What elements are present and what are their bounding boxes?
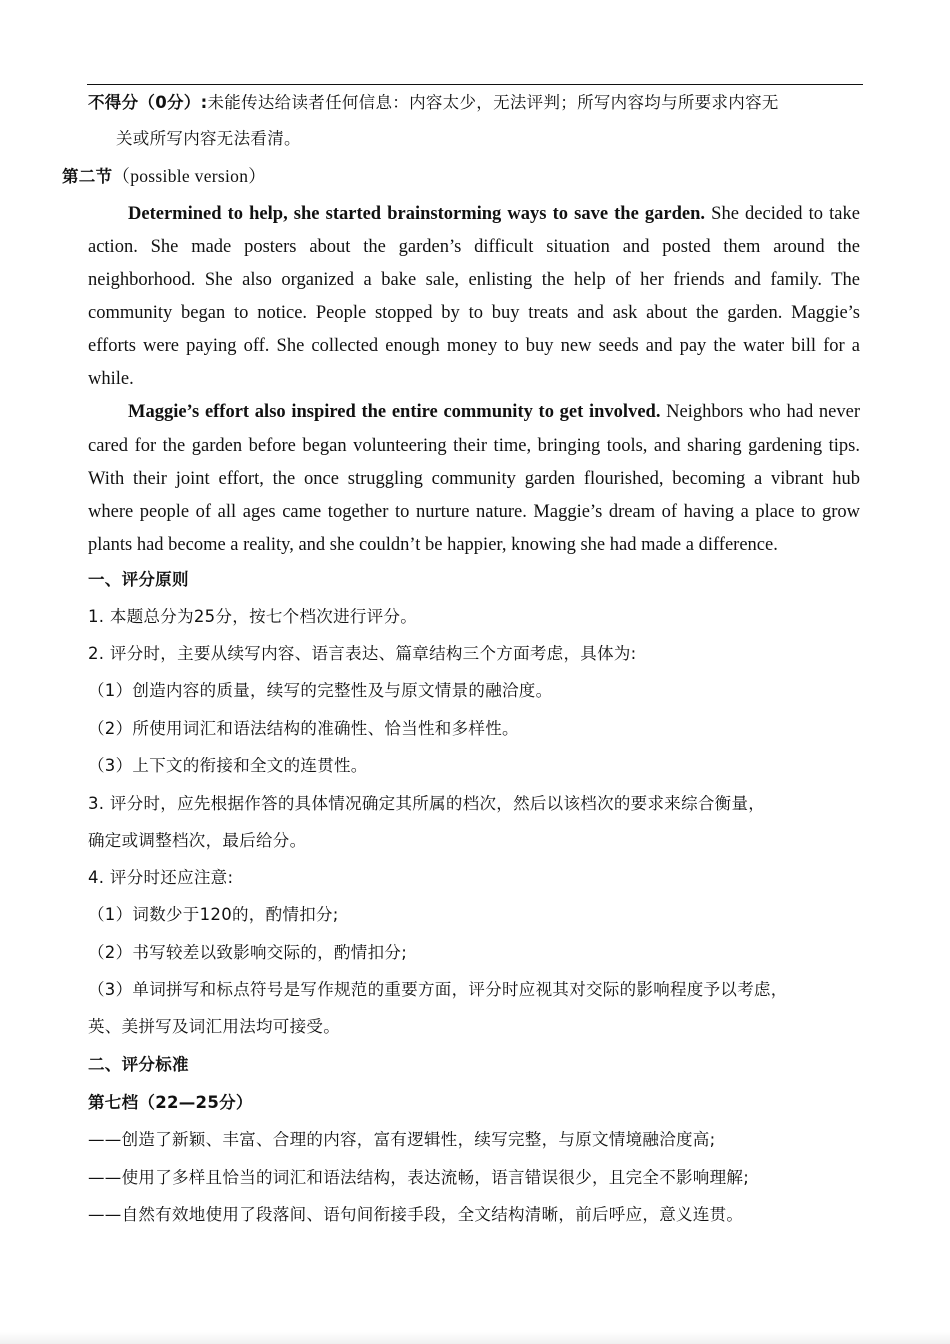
no-score-line-2: 关或所写内容无法看清。: [116, 129, 301, 148]
principles-item-3-line-1: 3. 评分时，应先根据作答的具体情况确定其所属的档次，然后以该档次的要求来综合衡量，: [88, 794, 766, 813]
para2-line1-rest: Neighbors who had never: [660, 402, 860, 422]
para1-line1-rest: She decided to take: [705, 204, 860, 224]
no-score-text-1: 未能传达给读者任何信息：内容太少，无法评判；所写内容均与所要求内容无: [207, 93, 779, 112]
principles-item-4: 4. 评分时还应注意:: [88, 868, 234, 887]
para2-line-4: where people of all ages came together to nurture nature. Maggie’s dream of having a place to grow: [88, 502, 860, 522]
principles-item-2-sub-1: （1）创造内容的质量，续写的完整性及与原文情景的融洽度。: [88, 681, 553, 700]
para2-line-5: plants had become a reality, and she couldn’t be happier, knowing she had made a difference.: [88, 535, 778, 555]
standards-heading: 二、评分标准: [88, 1055, 189, 1074]
section2-heading: [62, 161, 834, 191]
principles-item-4-sub-2: （2）书写较差以致影响交际的，酌情扣分;: [88, 943, 408, 962]
principles-item-4-sub-3-line-2: 英、美拼写及词汇用法均可接受。: [88, 1017, 340, 1036]
no-score-label: 不得分（0分）:: [88, 93, 208, 112]
section2-title: 第二节: [62, 167, 113, 186]
principles-item-1: 1. 本题总分为25分，按七个档次进行评分。: [88, 607, 418, 626]
level7-item-3: ——自然有效地使用了段落间、语句间衔接手段，全文结构清晰，前后呼应，意义连贯。: [88, 1205, 744, 1224]
para1-line-4: community began to notice. People stopped by to buy treats and ask about the garden. Maggie’s: [88, 303, 860, 323]
para1-line-1: [128, 199, 860, 229]
page-bottom-edge: [0, 1332, 950, 1344]
top-rule: [87, 84, 863, 85]
principles-item-4-sub-3-line-1: （3）单词拼写和标点符号是写作规范的重要方面，评分时应视其对交际的影响程度予以考虑，: [88, 980, 788, 999]
principles-item-2-sub-2: （2）所使用词汇和语法结构的准确性、恰当性和多样性。: [88, 719, 519, 738]
para1-lead: Determined to help, she started brainstorming ways to save the garden.: [128, 204, 706, 224]
level7-item-2: ——使用了多样且恰当的词汇和语法结构，表达流畅，语言错误很少，且完全不影响理解;: [88, 1168, 750, 1187]
level7-item-1: ——创造了新颖、丰富、合理的内容，富有逻辑性，续写完整，与原文情境融洽度高;: [88, 1130, 716, 1149]
para1-line-3: neighborhood. She also organized a bake sale, enlisting the help of her friends and family. The: [88, 270, 860, 290]
para1-line-6: while.: [88, 369, 134, 389]
section2-subtitle: （possible version）: [112, 166, 267, 186]
para1-line-2: action. She made posters about the garden’s difficult situation and posted them around the: [88, 237, 860, 257]
para2-line-1: [128, 397, 860, 427]
principles-item-4-sub-1: （1）词数少于120的，酌情扣分;: [88, 905, 339, 924]
para2-line-3: With their joint effort, the once struggling community garden flourished, becoming a vibrant hub: [88, 469, 860, 489]
principles-heading: 一、评分原则: [88, 570, 189, 589]
level7-title: 第七档（22—25分）: [88, 1093, 253, 1112]
principles-item-3-line-2: 确定或调整档次，最后给分。: [88, 831, 307, 850]
principles-item-2: 2. 评分时，主要从续写内容、语言表达、篇章结构三个方面考虑，具体为:: [88, 644, 637, 663]
principles-item-2-sub-3: （3）上下文的衔接和全文的连贯性。: [88, 756, 368, 775]
para1-line-5: efforts were paying off. She collected enough money to buy new seeds and pay the water bill for a: [88, 336, 860, 356]
no-score-line-1: [88, 88, 860, 118]
para2-lead: Maggie’s effort also inspired the entire community to get involved.: [128, 402, 661, 422]
para2-line-2: cared for the garden before began volunteering their time, bringing tools, and sharing gardening tips.: [88, 436, 860, 456]
